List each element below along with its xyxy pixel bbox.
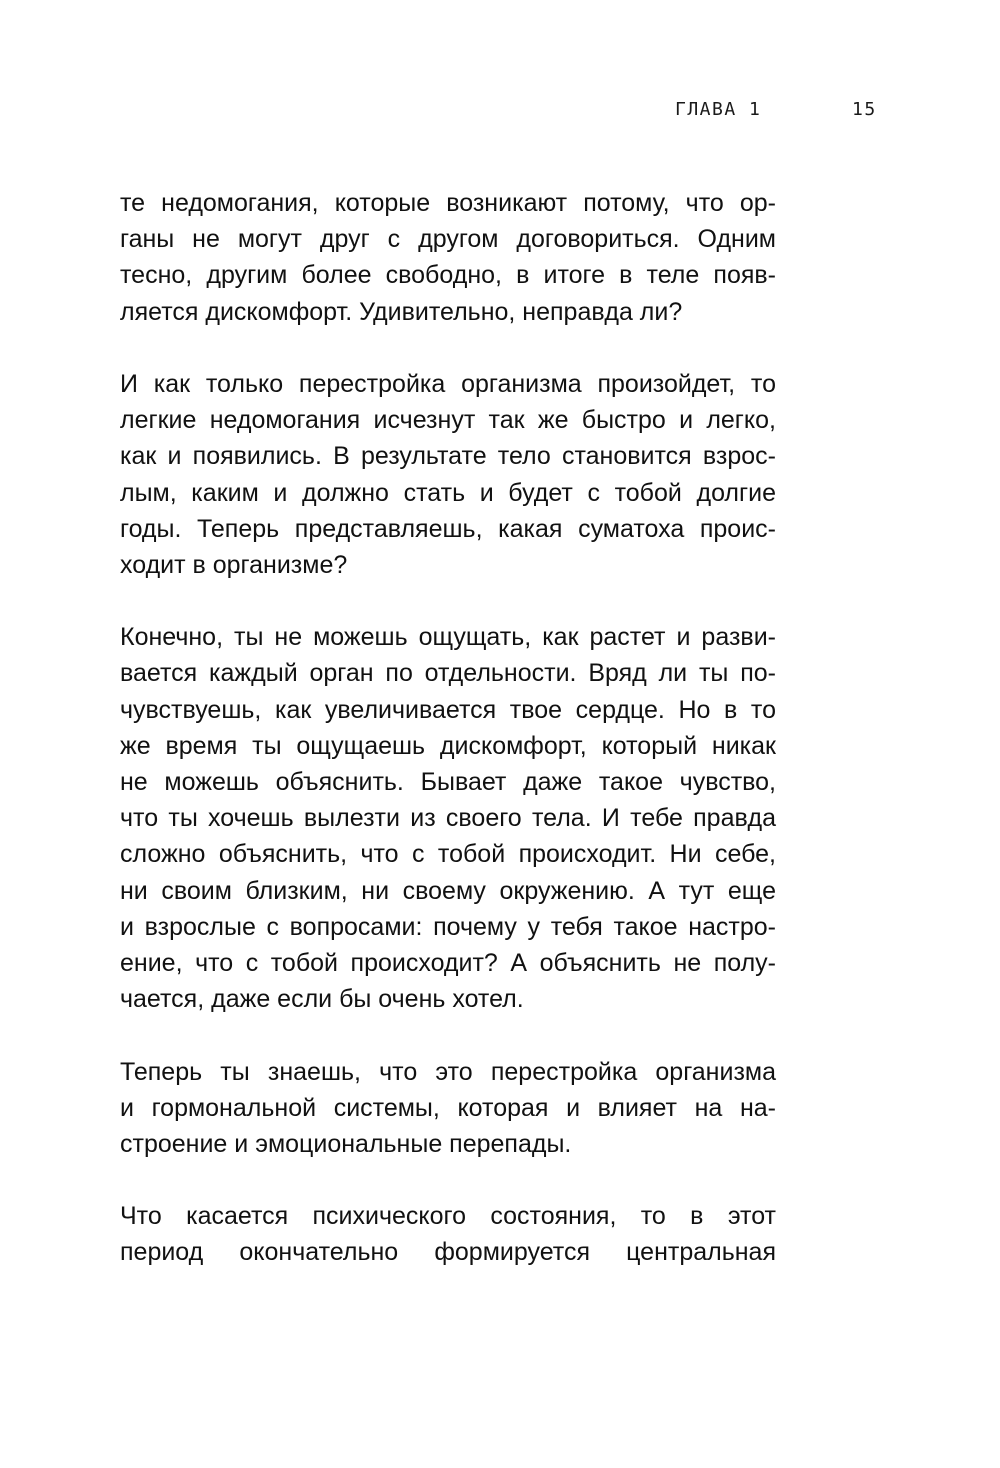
- text-line: ганы не могут друг с другом договориться. Одним: [120, 225, 776, 254]
- text-line: годы. Теперь представляешь, какая суматоха проис-: [120, 514, 776, 543]
- paragraph: [120, 619, 776, 1017]
- text-line: Конечно, ты не можешь ощущать, как растет и разви-: [120, 623, 776, 652]
- chapter-title: ГЛАВА 1: [675, 99, 762, 120]
- page-number: 15: [852, 99, 877, 120]
- text-line: что ты хочешь вылезти из своего тела. И тебе правда: [120, 804, 776, 833]
- text-line: тесно, другим более свободно, в итоге в теле появ-: [120, 261, 776, 290]
- body-text: [120, 185, 776, 1307]
- text-line: те недомогания, которые возникают потому, что ор-: [120, 189, 776, 217]
- text-line: ходит в организме?: [120, 550, 348, 579]
- text-line: И как только перестройка организма произойдет, то: [120, 369, 776, 398]
- text-line: ляется дискомфорт. Удивительно, неправда ли?: [120, 297, 683, 326]
- text-line: период окончательно формируется центральная: [120, 1238, 776, 1267]
- text-line: ни своим близким, ни своему окружению. А тут еще: [120, 876, 776, 905]
- text-line: лым, каким и должно стать и будет с тобой долгие: [120, 478, 776, 507]
- text-line: и гормональной системы, которая и влияет на на-: [120, 1093, 776, 1122]
- text-line: ение, что с тобой происходит? А объяснить не полу-: [120, 948, 776, 977]
- text-line: чувствуешь, как увеличивается твое сердце. Но в то: [120, 695, 776, 724]
- text-line: и взрослые с вопросами: почему у тебя такое настро-: [120, 912, 776, 941]
- text-line: вается каждый орган по отдельности. Вряд ли ты по-: [120, 659, 776, 688]
- text-line: Теперь ты знаешь, что это перестройка организма: [120, 1057, 776, 1086]
- text-line: чается, даже если бы очень хотел.: [120, 985, 524, 1014]
- paragraph: [120, 185, 776, 330]
- text-line: легкие недомогания исчезнут так же быстро и легко,: [120, 406, 776, 435]
- text-line: же время ты ощущаешь дискомфорт, который никак: [120, 731, 776, 760]
- text-line: не можешь объяснить. Бывает даже такое чувство,: [120, 768, 776, 796]
- text-line: как и появились. В результате тело становится взрос-: [120, 442, 776, 471]
- running-head: [0, 99, 1000, 125]
- text-line: строение и эмоциональные перепады.: [120, 1129, 572, 1158]
- paragraph: [120, 1054, 776, 1163]
- paragraph: [120, 366, 776, 583]
- text-line: Что касается психического состояния, то в этот: [120, 1202, 776, 1231]
- paragraph: [120, 1198, 776, 1270]
- text-line: сложно объяснить, что с тобой происходит. Ни себе,: [120, 840, 776, 869]
